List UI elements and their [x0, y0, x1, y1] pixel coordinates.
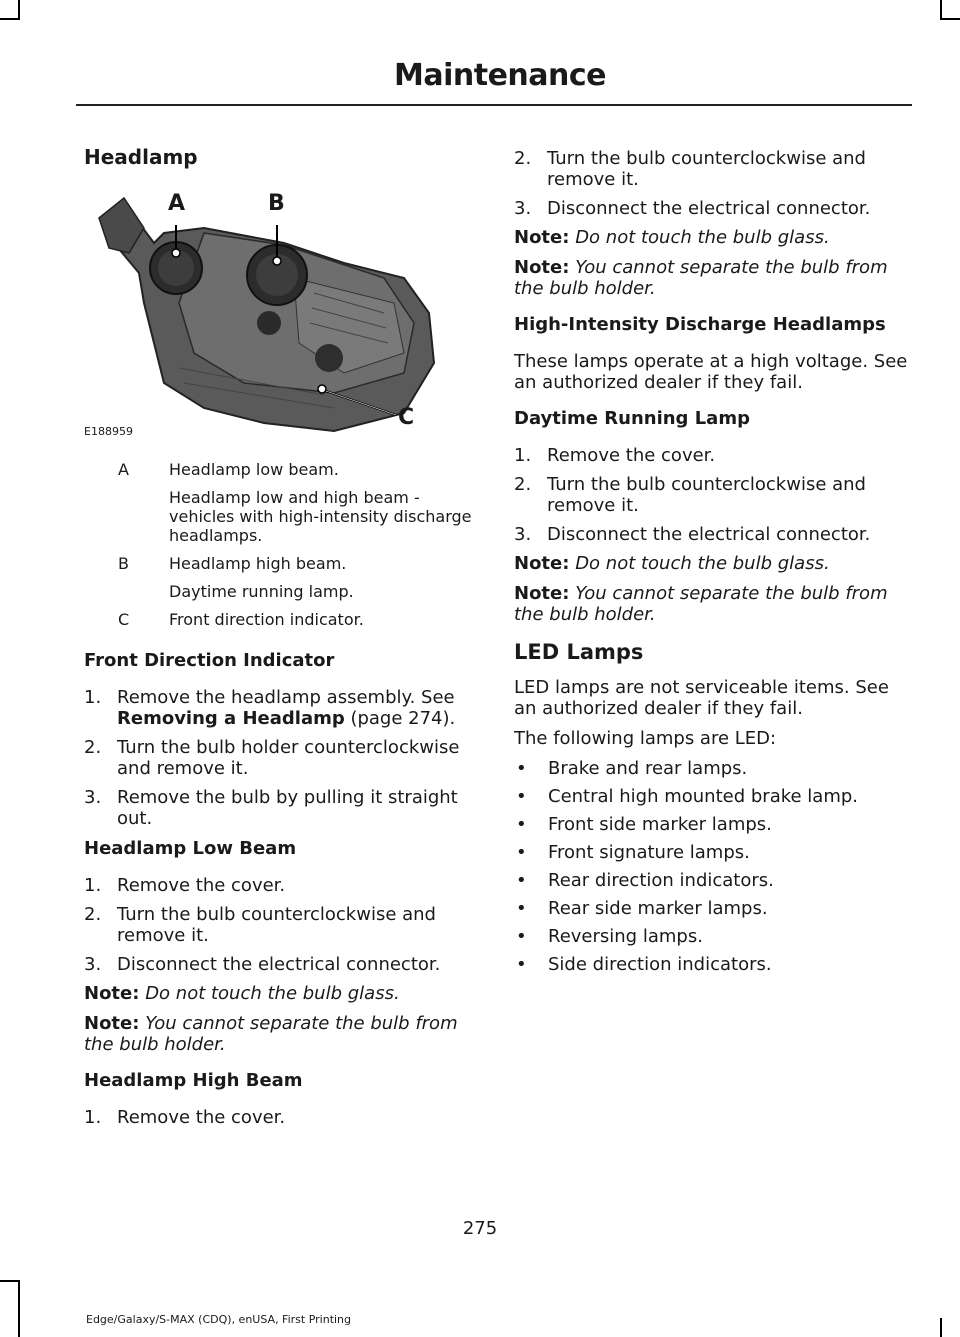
led-list — [514, 758, 908, 975]
section-heading-led-lamps: LED Lamps — [514, 640, 644, 664]
step-text: Turn the bulb counterclockwise and remove it. — [547, 148, 866, 190]
list-item: • Front signature lamps. — [516, 842, 750, 863]
step-item: 3. Remove the bulb by pulling it straight out. — [84, 787, 458, 829]
list-item: • Brake and rear lamps. — [516, 758, 748, 779]
section-heading-hid: High-Intensity Discharge Headlamps — [514, 314, 886, 335]
step-item: 3. Disconnect the electrical connector. — [84, 954, 441, 975]
note-text: You cannot separate the bulb from the bulb holder. — [514, 583, 888, 625]
headlamp-illustration — [84, 183, 444, 438]
step-item: 2. Turn the bulb counterclockwise and remove it. — [514, 148, 866, 190]
figure-code: E188959 — [84, 425, 133, 438]
list-item: • Central high mounted brake lamp. — [516, 786, 859, 807]
legend-subtext: Daytime running lamp. — [169, 582, 354, 601]
step-text: Remove the cover. — [117, 875, 286, 896]
list-item: • Rear side marker lamps. — [516, 898, 768, 919]
hid-text: These lamps operate at a high voltage. See an authorized dealer if they fail. — [514, 351, 908, 393]
footer-text: Edge/Galaxy/S-MAX (CDQ), enUSA, First Printing — [86, 1313, 352, 1326]
page-number: 275 — [462, 1218, 498, 1239]
callout-a: A — [168, 191, 186, 216]
list-item-text: Side direction indicators. — [548, 954, 772, 975]
section-heading-low-beam: Headlamp Low Beam — [84, 838, 297, 859]
note-label: Note: — [514, 583, 570, 604]
note-label: Note: — [84, 1013, 140, 1034]
section-heading-headlamp: Headlamp — [84, 145, 198, 169]
legend-text: Headlamp low beam. — [169, 460, 339, 479]
note-label: Note: — [514, 553, 570, 574]
section-heading-drl: Daytime Running Lamp — [514, 408, 750, 429]
step-page-ref: (page 274). — [344, 708, 456, 729]
list-item-text: Rear direction indicators. — [548, 870, 774, 891]
header-divider — [76, 104, 912, 106]
legend-letter: B — [118, 554, 129, 573]
note — [514, 227, 908, 248]
step-text: Remove the headlamp assembly. See — [117, 687, 455, 708]
step-text: Turn the bulb counterclockwise and remove it. — [117, 904, 436, 946]
note — [514, 553, 908, 574]
legend-row — [84, 460, 476, 479]
note — [84, 983, 476, 1004]
legend-text: Headlamp high beam. — [169, 554, 347, 573]
callout-b: B — [268, 191, 285, 216]
crop-mark — [0, 18, 20, 20]
list-item-text: Front signature lamps. — [548, 842, 750, 863]
right-column — [514, 148, 908, 982]
note-label: Note: — [514, 227, 570, 248]
fdi-steps — [84, 687, 476, 829]
crop-mark — [18, 1280, 20, 1337]
note-text: You cannot separate the bulb from the bulb holder. — [84, 1013, 458, 1055]
callout-c: C — [398, 405, 415, 430]
low-beam-steps — [84, 875, 476, 975]
legend-row — [84, 554, 476, 573]
headlamp-diagram — [84, 183, 444, 438]
removing-headlamp-link[interactable]: Removing a Headlamp — [117, 708, 345, 729]
high-beam-steps-continued — [514, 148, 908, 219]
crop-mark — [18, 0, 20, 20]
step-text: Remove the cover. — [117, 1107, 286, 1128]
note — [84, 1013, 476, 1055]
figure-legend — [84, 460, 476, 629]
legend-letter: A — [118, 460, 129, 479]
led-text: LED lamps are not serviceable items. See an authorized dealer if they fail. — [514, 677, 889, 719]
legend-text: Front direction indicator. — [169, 610, 364, 629]
note-text: Do not touch the bulb glass. — [575, 553, 830, 574]
legend-letter: C — [118, 610, 130, 629]
step-item: 2. Turn the bulb counterclockwise and remove it. — [84, 904, 436, 946]
step-text: Turn the bulb holder counterclockwise and remove it. — [117, 737, 460, 779]
step-item: 1. Remove the headlamp assembly. See Removing a Headlamp (page 274). — [84, 687, 456, 729]
step-text: Remove the bulb by pulling it straight out. — [117, 787, 458, 829]
list-item: • Rear direction indicators. — [516, 870, 774, 891]
crop-mark — [940, 1318, 942, 1337]
list-item: • Side direction indicators. — [516, 954, 772, 975]
note-text: Do not touch the bulb glass. — [145, 983, 400, 1004]
high-beam-steps — [84, 1107, 476, 1128]
legend-row — [84, 610, 476, 629]
step-item: 3. Disconnect the electrical connector. — [514, 198, 871, 219]
step-text: Disconnect the electrical connector. — [547, 524, 871, 545]
step-text: Disconnect the electrical connector. — [117, 954, 441, 975]
note-text: You cannot separate the bulb from the bulb holder. — [514, 257, 888, 299]
step-text: Disconnect the electrical connector. — [547, 198, 871, 219]
section-heading-high-beam: Headlamp High Beam — [84, 1070, 303, 1091]
section-heading-front-direction-indicator: Front Direction Indicator — [84, 650, 335, 671]
step-text: Remove the cover. — [547, 445, 716, 466]
step-item: 1. Remove the cover. — [84, 875, 286, 896]
step-item: 1. Remove the cover. — [84, 1107, 286, 1128]
step-item: 2. Turn the bulb counterclockwise and remove it. — [514, 474, 866, 516]
list-item-text: Brake and rear lamps. — [548, 758, 748, 779]
step-item: 1. Remove the cover. — [514, 445, 716, 466]
note-text: Do not touch the bulb glass. — [575, 227, 830, 248]
crop-mark — [940, 18, 960, 20]
step-text: Turn the bulb counterclockwise and remove it. — [547, 474, 866, 516]
crop-mark — [0, 1280, 20, 1282]
legend-subtext: Headlamp low and high beam - vehicles with high-intensity discharge headlamps. — [169, 488, 472, 545]
list-item-text: Front side marker lamps. — [548, 814, 772, 835]
list-item-text: Rear side marker lamps. — [548, 898, 768, 919]
crop-mark — [940, 0, 942, 20]
note — [514, 257, 908, 299]
led-intro: The following lamps are LED: — [514, 728, 777, 749]
list-item-text: Reversing lamps. — [548, 926, 703, 947]
list-item: • Front side marker lamps. — [516, 814, 772, 835]
list-item-text: Central high mounted brake lamp. — [548, 786, 859, 807]
note — [514, 583, 908, 625]
note-label: Note: — [514, 257, 570, 278]
drl-steps — [514, 445, 908, 545]
step-item: 2. Turn the bulb holder counterclockwise and remove it. — [84, 737, 460, 779]
page-header-title: Maintenance — [393, 58, 606, 93]
left-column — [84, 145, 476, 1136]
list-item: • Reversing lamps. — [516, 926, 703, 947]
note-label: Note: — [84, 983, 140, 1004]
step-item: 3. Disconnect the electrical connector. — [514, 524, 871, 545]
